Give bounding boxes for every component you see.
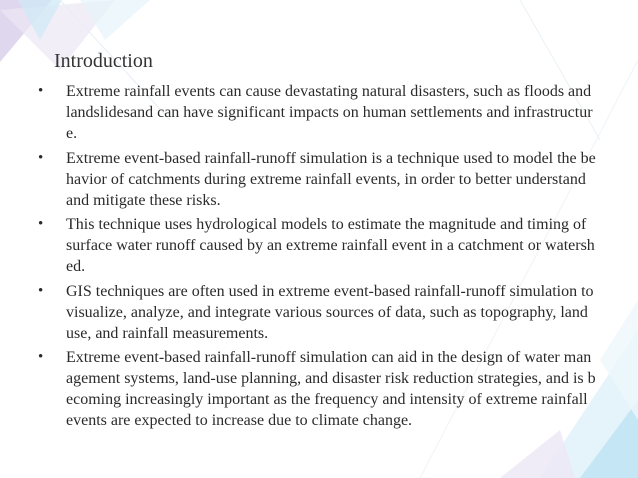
bullet-icon: • bbox=[38, 349, 44, 365]
bullet-item bbox=[38, 81, 596, 144]
bullet-text: GIS techniques are often used in extreme event-based rainfall-runoff simulation to visualize, analyze, and integrate various sources of data, such as topography, land use, and rainfall measurements. bbox=[66, 282, 594, 342]
bullet-icon: • bbox=[38, 83, 44, 99]
bullet-item bbox=[38, 281, 596, 344]
bullet-text: This technique uses hydrological models to estimate the magnitude and timing of surface water runoff caused by an extreme rainfall event in a catchment or watershed. bbox=[66, 216, 595, 275]
bullet-text: Extreme rainfall events can cause devastating natural disasters, such as floods and landslidesand can have significant impacts on human settlements and infrastructure. bbox=[66, 83, 593, 142]
bullet-icon: • bbox=[38, 216, 44, 232]
bullet-item bbox=[38, 214, 596, 277]
bullet-item bbox=[38, 347, 596, 431]
slide-title: Introduction bbox=[54, 50, 153, 72]
bullet-list bbox=[38, 81, 596, 435]
bullet-text: Extreme event-based rainfall-runoff simulation is a technique used to model the behavior of catchments during extreme rainfall events, in order to better understand and mitigate these risks. bbox=[66, 149, 596, 209]
bullet-icon: • bbox=[38, 282, 44, 299]
bullet-text: Extreme event-based rainfall-runoff simulation can aid in the design of water management systems, land-use planning, and disaster risk reduction strategies, and is becoming increasingly important as the frequency and intensity of extreme rainfall events are expected to increase due to climate change. bbox=[66, 349, 596, 429]
bullet-icon: • bbox=[38, 149, 44, 166]
deco-purple-light-triangle bbox=[500, 430, 575, 478]
bullet-item bbox=[38, 148, 596, 211]
